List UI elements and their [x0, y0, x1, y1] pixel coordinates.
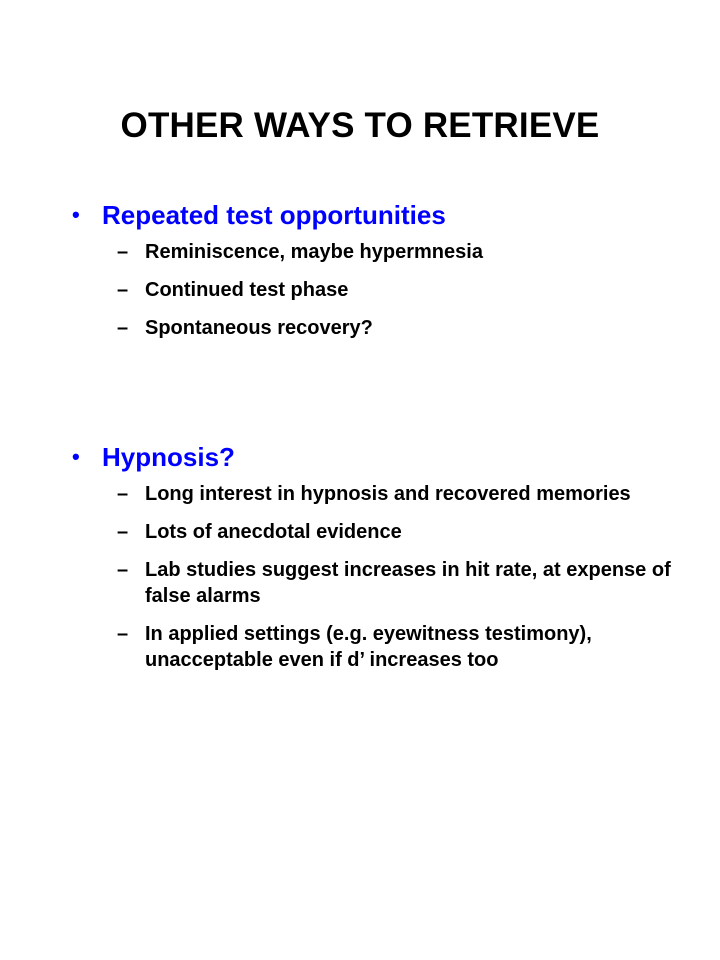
section-repeated-test-opportunities [72, 199, 692, 353]
list-item-text: Lab studies suggest increases in hit rate, at expense of false alarms [145, 559, 671, 607]
section-heading-text: Repeated test opportunities [102, 200, 446, 230]
list-item-text: Spontaneous recovery? [145, 317, 373, 339]
slide-title: OTHER WAYS TO RETRIEVE [120, 106, 600, 145]
dash-icon: – [117, 317, 129, 339]
bullet-icon: • [72, 202, 80, 227]
list-item [72, 239, 692, 265]
dash-icon: – [117, 241, 129, 263]
list-item-text: Long interest in hypnosis and recovered memories [145, 483, 631, 505]
list-item-text: Reminiscence, maybe hypermnesia [145, 241, 483, 263]
bullet-icon: • [72, 444, 80, 469]
dash-icon: – [117, 483, 129, 505]
section-heading [72, 441, 692, 473]
list-item-text: Lots of anecdotal evidence [145, 521, 402, 543]
sub-list [72, 239, 692, 341]
section-hypnosis [72, 441, 692, 685]
dash-icon: – [117, 279, 129, 301]
dash-icon: – [117, 559, 129, 581]
section-heading [72, 199, 692, 231]
list-item [72, 557, 692, 609]
dash-icon: – [117, 521, 129, 543]
list-item [72, 315, 692, 341]
list-item-text: In applied settings (e.g. eyewitness testimony), unacceptable even if d’ increases too [145, 623, 592, 671]
list-item [72, 519, 692, 545]
list-item [72, 621, 692, 673]
list-item [72, 277, 692, 303]
list-item [72, 481, 692, 507]
list-item-text: Continued test phase [145, 279, 349, 301]
section-heading-text: Hypnosis? [102, 442, 235, 472]
dash-icon: – [117, 623, 129, 645]
sub-list [72, 481, 692, 673]
